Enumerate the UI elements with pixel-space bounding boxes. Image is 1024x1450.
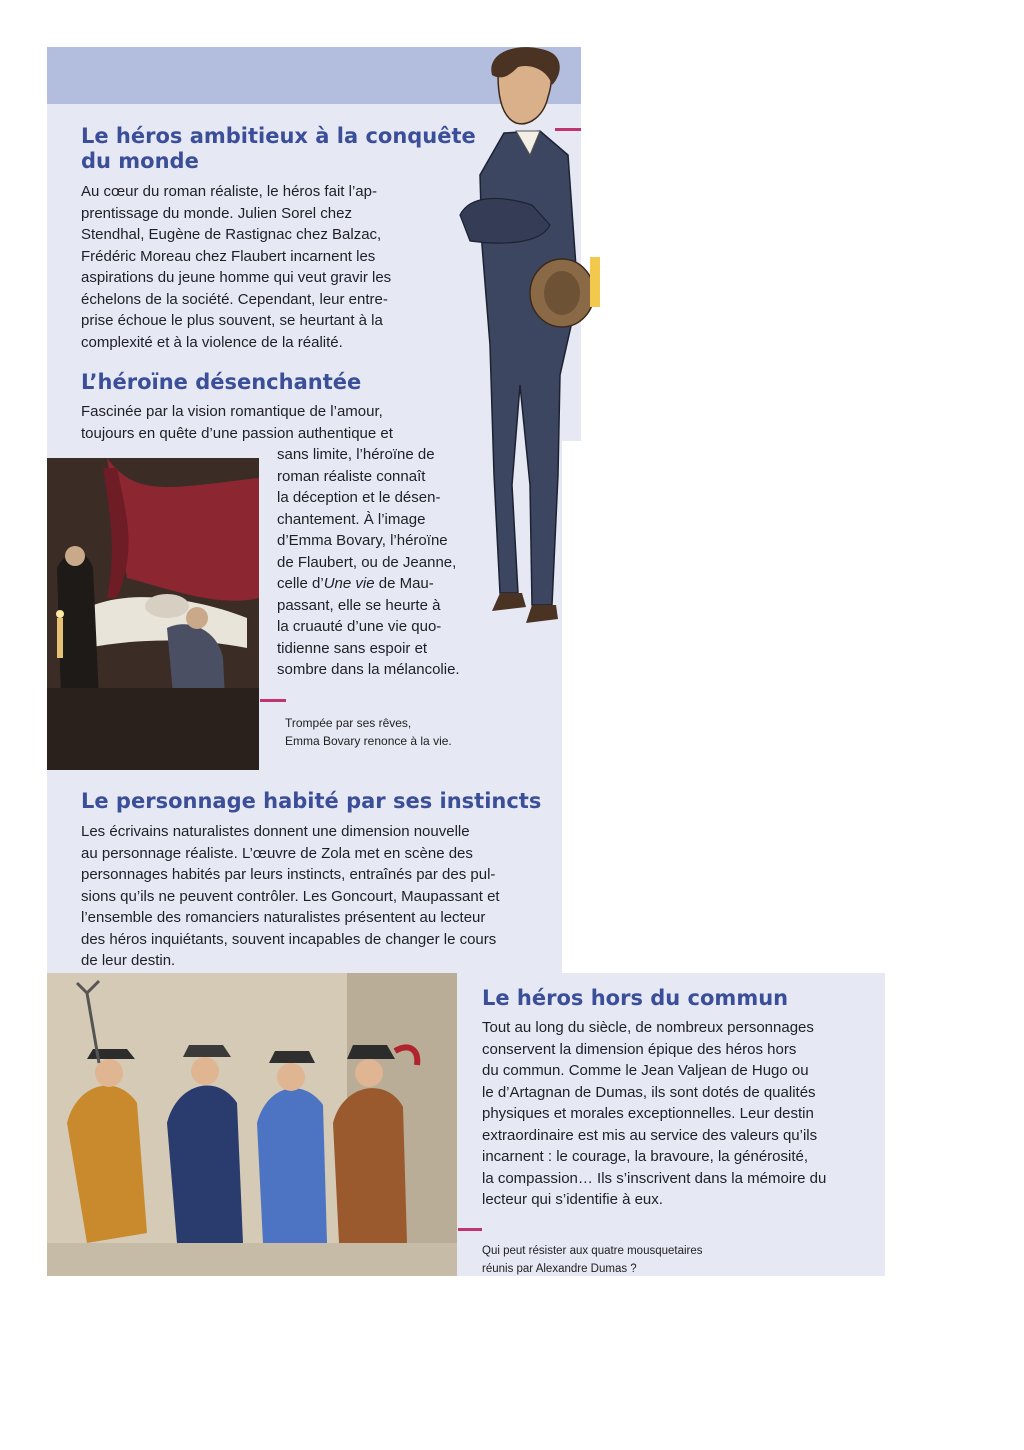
section-title-extraordinary-hero: Le héros hors du commun [482, 986, 789, 1010]
accent-tick [555, 128, 581, 131]
section-text-extraordinary-hero: Tout au long du siècle, de nombreux personnages conservent la dimension épique des héros hors du commun. Comme le Jean Valjean de Hugo ou le d’Artagnan de Dumas, ils sont dotés de qualités physiques et morales exceptionnelles. Leur destin extraordinaire est mis au service des valeurs qu’ils incarnent : le courage, la bravoure, la générosité, la compassion… Ils s’inscrivent dans la mémoire du lecteur qui s’identifie à eux. [482, 1019, 827, 1208]
caption-emma-bovary: Trompée par ses rêves, Emma Bovary renonce à la vie. [285, 716, 452, 748]
section-title-ambitious-hero: Le héros ambitieux à la conquête du monde [81, 124, 476, 173]
caption-tick-musketeers [458, 1228, 482, 1231]
section-text-instinct-driven: Les écrivains naturalistes donnent une dimension nouvelle au personnage réaliste. L’œuvre de Zola met en scène des personnages habités par leurs instincts, entraînés par des pul- sions qu’ils ne peuvent contrôler. Les Goncourt, Maupassant et l’ensemble des romanciers naturalistes présentent au lecteur des héros inquiétants, souvent incapables de changer le cours de leur destin. [81, 823, 500, 969]
section-text-disenchanted-heroine-top: Fascinée par la vision romantique de l’amour, toujours en quête d’une passion authentique et [81, 403, 393, 442]
section-text-disenchanted-heroine-narrow: sans limite, l’héroïne de roman réaliste connaît la déception et le désen- chantement. À l’image d’Emma Bovary, l’héroïne de Flaubert, ou de Jeanne, celle d’Une vie de Mau- passant, elle se heurte à la cruauté d’une vie quo- tidienne sans espoir et sombre dans la mélancolie. [277, 446, 460, 678]
section-title-disenchanted-heroine: L’héroïne désenchantée [81, 370, 362, 394]
caption-tick [260, 699, 286, 702]
caption-musketeers: Qui peut résister aux quatre mousquetaires réunis par Alexandre Dumas ? [482, 1245, 703, 1275]
section-title-instinct-driven: Le personnage habité par ses instincts [81, 789, 542, 813]
four-musketeers-scene [47, 973, 457, 1276]
deathbed-scene [47, 458, 259, 770]
musketeers-illustration [47, 973, 457, 1276]
emma-bovary-illustration [47, 458, 259, 770]
section-text-ambitious-hero: Au cœur du roman réaliste, le héros fait l’ap- prentissage du monde. Julien Sorel chez Stendhal, Eugène de Rastignac chez Balzac, Frédéric Moreau chez Flaubert incarnent les aspirations du jeune homme qui veut gravir les échelons de la société. Cependant, leur entre- prise échoue le plus souvent, se heurtant à la complexité et à la violence de la réalité. [81, 183, 392, 351]
